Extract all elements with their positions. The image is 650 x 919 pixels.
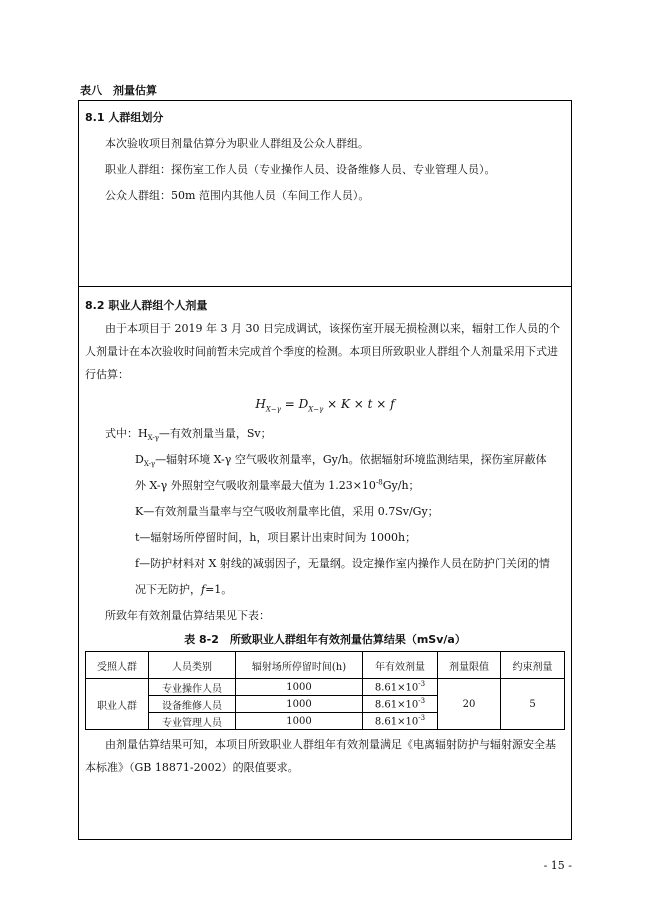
time-cell: 1000 — [236, 679, 363, 696]
intro-paragraph: 由于本项目于 2019 年 3 月 30 日完成调试，该探伤室开展无损检测以来，辐射工作人员的个人剂量计在本次验收时间前暂未完成首个季度的检测。本项目所致职业人群组个人剂量采用下式进行估算： — [85, 322, 560, 381]
category-cell: 专业管理人员 — [149, 713, 236, 730]
paragraph: 职业人群组：探伤室工作人员（专业操作人员、设备维修人员、专业管理人员）。 — [105, 163, 496, 176]
section-title: 8.1 人群组划分 — [85, 111, 164, 124]
definition-h: 式中：$H_{X-\gamma}—$有效剂量当量，Sv； — [105, 427, 272, 443]
table-intro: 所致年有效剂量估算结果见下表： — [105, 609, 270, 622]
col-header: 约束剂量 — [501, 652, 565, 679]
definition-k: K—有效剂量当量率与空气吸收剂量率比值，采用 0.7Sv/Gy； — [135, 505, 439, 518]
dose-cell: $8.61\times 10^{-3}$ — [363, 679, 438, 696]
content-frame — [78, 100, 572, 840]
definition-f-cont: 况下无防护，f=1。 — [135, 583, 233, 596]
time-cell: 1000 — [236, 696, 363, 713]
definition-d: $D_{X-\gamma}—$辐射环境 X-γ 空气吸收剂量率，Gy/h。依据辐射环境监测结果，探伤室屏蔽体 — [135, 453, 547, 469]
dose-cell: $8.61\times 10^{-3}$ — [363, 713, 438, 730]
category-cell: 专业操作人员 — [149, 679, 236, 696]
group-cell: 职业人群 — [86, 679, 149, 730]
col-header: 年有效剂量 — [363, 652, 438, 679]
table-caption: 表 8-2 所致职业人群组年有效剂量估算结果（mSv/a） — [184, 633, 466, 646]
dose-cell: $8.61\times 10^{-3}$ — [363, 696, 438, 713]
paragraph: 公众人群组：50m 范围内其他人员（车间工作人员）。 — [105, 189, 370, 202]
page-header: 表八 剂量估算 — [80, 84, 157, 97]
definition-t: t—辐射场所停留时间，h，项目累计出束时间为 1000h； — [135, 531, 417, 544]
limit-cell: 20 — [438, 679, 501, 730]
col-header: 辐射场所停留时间(h) — [236, 652, 363, 679]
table-header-row — [86, 652, 565, 679]
time-cell: 1000 — [236, 713, 363, 730]
dose-table — [85, 651, 565, 730]
table-row — [86, 679, 565, 696]
category-cell: 设备维修人员 — [149, 696, 236, 713]
paragraph: 本次验收项目剂量估算分为职业人群组及公众人群组。 — [105, 137, 369, 150]
constraint-cell: 5 — [501, 679, 565, 730]
section-title: 8.2 职业人群组个人剂量 — [85, 299, 208, 312]
conclusion-paragraph: 由剂量估算结果可知，本项目所致职业人群组年有效剂量满足《电离辐射防护与辐射源安全基本标准》（GB 18871-2002）的限值要求。 — [85, 738, 556, 774]
col-header: 剂量限值 — [438, 652, 501, 679]
page-number: - 15 - — [543, 859, 572, 872]
dose-formula: $H_{X-\gamma} = D_{X-\gamma} \times K \times t \times f$ — [255, 397, 395, 414]
section-8-1 — [79, 101, 571, 287]
definition-d-cont: 外 X-γ 外照射空气吸收剂量率最大值为 $1.23\times 10^{-8}Gy/h$； — [135, 478, 420, 492]
col-header: 人员类别 — [149, 652, 236, 679]
col-header: 受照人群 — [86, 652, 149, 679]
definition-f: f—防护材料对 X 射线的减弱因子，无量纲。设定操作室内操作人员在防护门关闭的情 — [135, 557, 550, 570]
